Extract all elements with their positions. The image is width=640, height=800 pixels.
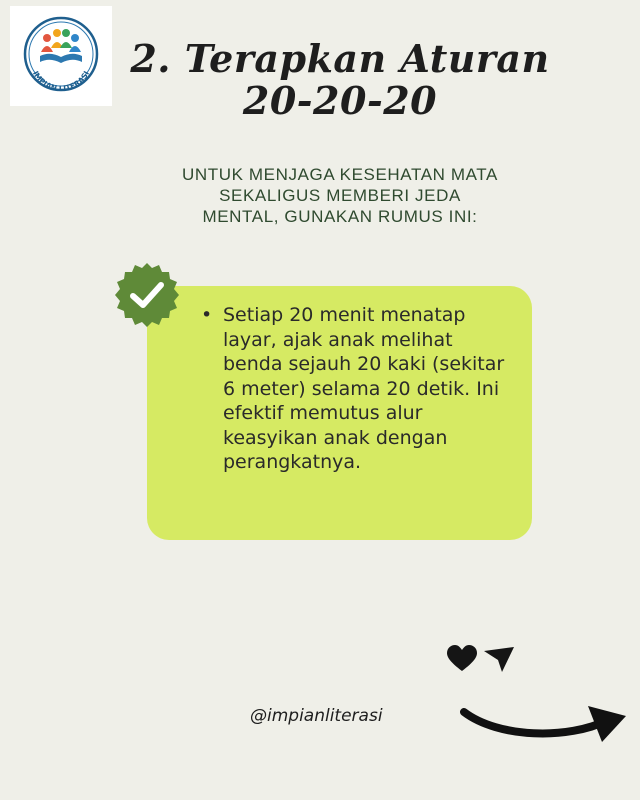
send-icon[interactable] — [484, 647, 514, 672]
list-item — [201, 303, 507, 475]
title-line-2: 20-20-20 — [242, 78, 438, 123]
badge-seal — [115, 263, 179, 327]
logo-text: IMPIAN LITERASI — [30, 69, 92, 94]
heart-icon[interactable] — [447, 645, 477, 671]
account-handle[interactable]: @impianliterasi — [250, 706, 383, 726]
logo-emblem — [10, 6, 112, 106]
subtitle-line-1: UNTUK MENJAGA KESEHATAN MATA — [182, 165, 498, 184]
tip-card — [147, 286, 532, 540]
subtitle-line-3: MENTAL, GUNAKAN RUMUS INI: — [202, 207, 478, 226]
page-title — [110, 38, 570, 122]
title-line-1: 2. Terapkan Aturan — [130, 36, 550, 81]
tip-text: Setiap 20 menit menatap layar, ajak anak melihat benda sejauh 20 kaki (sekitar 6 meter) selama 20 detik. Ini efektif memutus alur keasyikan anak dengan perangkatnya. — [223, 304, 505, 473]
bullet-marker: • — [201, 304, 213, 326]
subtitle — [150, 164, 530, 227]
tip-list — [201, 303, 507, 475]
subtitle-line-2: SEKALIGUS MEMBERI JEDA — [219, 186, 461, 205]
logo — [10, 6, 112, 106]
check-badge — [114, 262, 180, 328]
arrow-right-icon[interactable] — [458, 696, 634, 756]
action-icons — [446, 645, 516, 675]
